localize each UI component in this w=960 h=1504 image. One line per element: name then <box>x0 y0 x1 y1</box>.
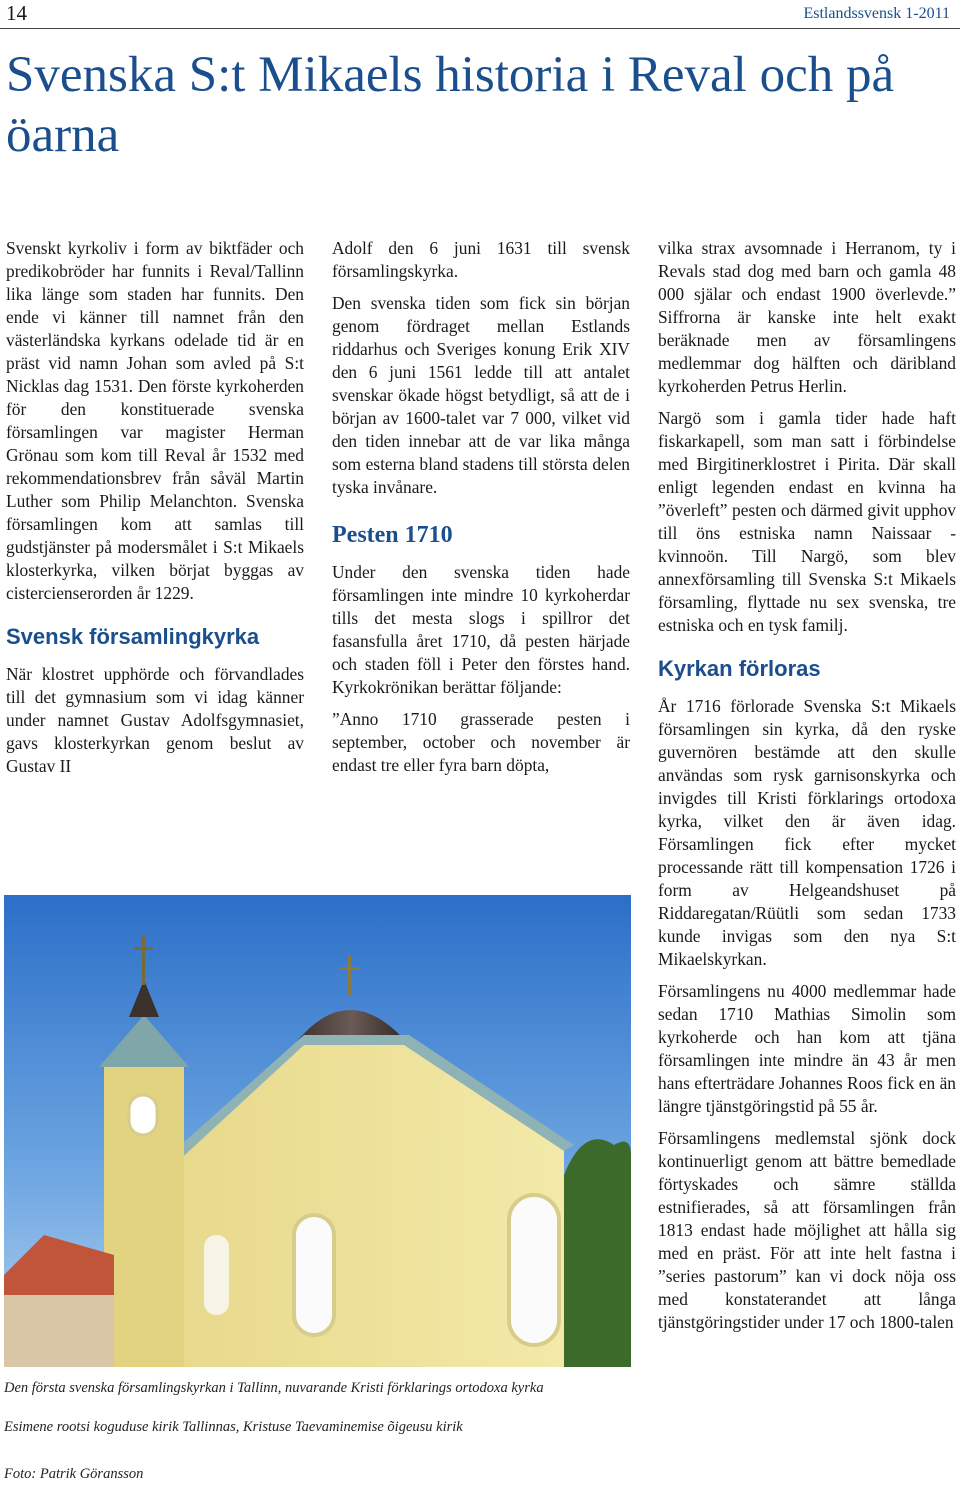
paragraph: Svenskt kyrkoliv i form av biktfäder och predikobröder har funnits i Reval/Tallinn lika länge som staden har funnits. Den ende vi känner till namnet från den västerländska kyrkans odelade tid är en präst vid namn Johan som avled på S:t Nicklas dag 1531. Den förste kyrkoherden för den konstituerade svenska församlingen var magister Herman Grönau som kom till Reval år 1532 med rekommendationsbrev från såväl Martin Luther som Philip Melanchton. Svenska församlingen kom att samlas till gudstjänster på modersmålet i S:t Mikaels klosterkyrka, vilken börjat byggas av cistercienserorden år 1229. <box>6 238 304 603</box>
paragraph: ”Anno 1710 grasserade pesten i september, october och november är endast tre eller fyra barn döpta, <box>332 709 630 775</box>
header-rule <box>0 28 960 29</box>
paragraph: Församlingens nu 4000 medlemmar hade sedan 1710 Mathias Simolin som kyrkoherde och han kom att tjäna församlingen inte mindre än 43 år men hans efterträdare Johannes Roos fick en än längre tjänstgöringstid på 55 år. <box>658 981 956 1116</box>
paragraph: Församlingens medlemstal sjönk dock kontinuerligt genom att bättre bemedlade förtyskades och sämre ställda estnifierades, så att församlingen från 1813 endast hade möjlighet att hålla sig med en präst. För att inte helt fastna i ”series pastorum” kan vi dock nöja oss med konstaterandet att långa tjänstgöringstider under 17 och 1800-talen <box>658 1128 956 1332</box>
column-1 <box>6 237 304 778</box>
paragraph: Den svenska tiden som fick sin början genom fördraget mellan Estlands riddarhus och Sveriges konung Erik XIV den 6 juni 1561 ledde till att antalet svenskar ökade högst betydligt, så att de i början av 1600-talet var 7 000, vilket vid den tiden innebar att de var lika många som esterna bland stadens till största delen tyska invånare. <box>332 293 630 497</box>
photo-caption-estonian: Esimene rootsi koguduse kirik Tallinnas, Kristuse Taevaminemise õigeusu kirik <box>4 1419 463 1435</box>
article-title: Svenska S:t Mikaels historia i Reval och på öarna <box>6 47 895 163</box>
church-photo <box>4 895 631 1367</box>
section-heading: Kyrkan förloras <box>658 656 821 681</box>
section-heading: Svensk församlingkyrka <box>6 624 260 649</box>
photo-caption-swedish: Den första svenska församlingskyrkan i Tallinn, nuvarande Kristi förklarings ortodoxa kyrka <box>4 1380 544 1396</box>
photo-credit: Foto: Patrik Göransson <box>4 1466 144 1482</box>
paragraph: vilka strax avsomnade i Herranom, ty i Revals stad dog med barn och gamla 48 000 själar och endast 1900 överlevde.” Siffrorna är kanske inte helt exakt beräknade men av församlingens medlemmar dog hälften och däribland kyrkoherden Petrus Herlin. <box>658 238 956 396</box>
paragraph: När klostret upphörde och förvandlades till det gymnasium som vi idag känner under namnet Gustav Adolfsgymnasiet, gavs klosterkyrkan genom beslut av Gustav II <box>6 664 304 776</box>
column-2 <box>332 237 630 777</box>
publication-name: Estlandssvensk 1-2011 <box>803 5 950 22</box>
section-heading: Pesten 1710 <box>332 522 453 548</box>
paragraph: Nargö som i gamla tider hade haft fiskarkapell, som man satt i förbindelse med Birgitinerklostret i Pirita. Där skall enligt legenden endast en kvinna ha ”överleft” pesten och därmed givit upphov till öns estniska namn Naissaar - kvinnoön. Till Nargö, som blev annexförsamling till Svenska S:t Mikaels församling, flyttade nu sex svenska, tre estniska och en tysk familj. <box>658 408 956 635</box>
column-3 <box>658 237 956 1334</box>
paragraph: Under den svenska tiden hade församlingen inte mindre 10 kyrkoherdar tills det mesta slogs i spillror det fasansfulla året 1710, då pesten härjade och staden föll i Peter den förstes hand. Kyrkokrönikan berättar följande: <box>332 562 630 697</box>
page-number: 14 <box>6 1 27 25</box>
paragraph: År 1716 förlorade Svenska S:t Mikaels församlingen sin kyrka, då den ryske guvernören bestämde att den skulle användas som rysk garnisonskyrka och invigdes till Kristi förklarings ortodoxa kyrka, vilket den är även idag. Församlingen fick efter mycket processande rätt till kompensation 1726 i form av Helgeandshuset på Riddaregatan/Rüütli som sedan 1733 kunde invigas som den nya S:t Mikaelskyrkan. <box>658 696 956 969</box>
paragraph: Adolf den 6 juni 1631 till svensk församlingskyrka. <box>332 238 630 281</box>
